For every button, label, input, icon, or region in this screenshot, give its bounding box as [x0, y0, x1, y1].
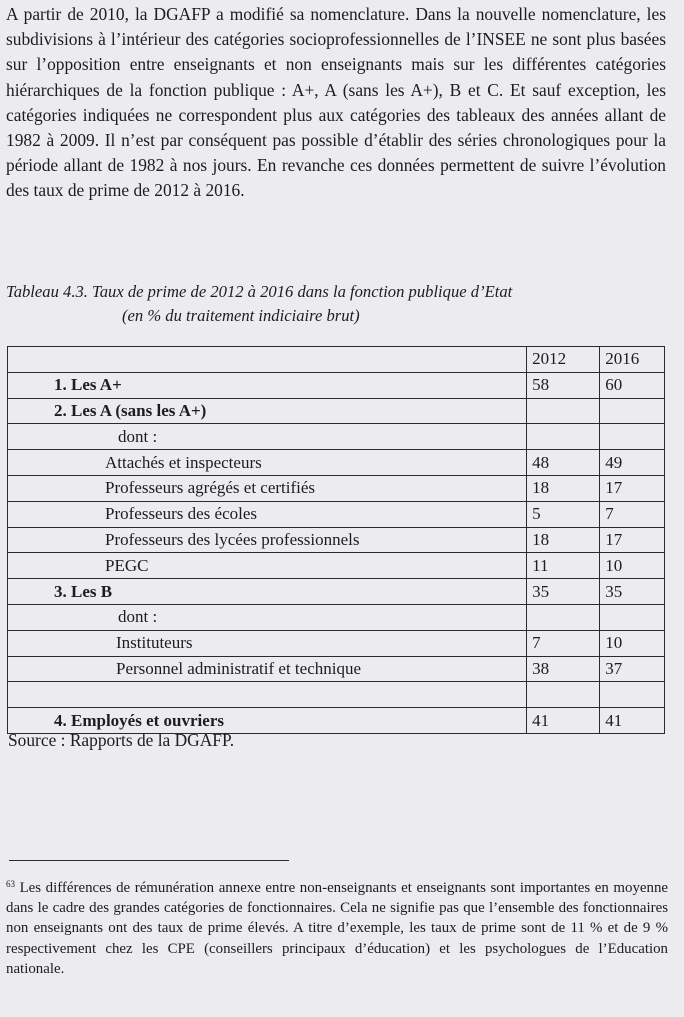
value-2016 [600, 682, 665, 708]
table-row [8, 450, 665, 476]
intro-paragraph: A partir de 2010, la DGAFP a modifié sa nomenclature. Dans la nouvelle nomenclature, les subdivisions à l’intérieur des catégories socioprofessionnelles de l’INSEE ne sont plus basées sur l’opposition entre enseignants et non enseignants mais sur les différentes catégories hiérarchiques de la fonction publique : A+, A (sans les A+), B et C. Et sauf exception, les catégories indiquées ne correspondent plus aux catégories des tableaux des années allant de 1982 à 2009. Il n’est par conséquent pas possible d’établir des séries chronologiques pour la période allant de 1982 à nos jours. En revanche ces données permettent de suivre l’évolution des taux de prime de 2012 à 2016. [6, 4, 666, 201]
row-label: Professeurs des lycées professionnels [8, 527, 527, 553]
column-header-2012: 2012 [527, 347, 600, 373]
value-2012: 35 [527, 579, 600, 605]
table-row [8, 553, 665, 579]
value-2012: 5 [527, 501, 600, 527]
table-row [8, 604, 665, 630]
value-2012 [527, 604, 600, 630]
row-label: Attachés et inspecteurs [8, 450, 527, 476]
footnote-text: Les différences de rémunération annexe entre non-enseignants et enseignants sont importantes en moyenne dans le cadre des grandes catégories de fonctionnaires. Cela ne signifie pas que l’ensemble des fonctionnaires non enseignants ont des taux de prime élevés. A titre d’exemple, les taux de prime sont de 11 % et de 9 % respectivement chez les CPE (conseillers principaux d’éducation) et les psychologues de l’Education nationale. [6, 880, 668, 977]
value-2012 [527, 682, 600, 708]
table-caption-unit: (en % du traitement indiciaire brut) [122, 306, 360, 325]
row-label: Professeurs des écoles [8, 501, 527, 527]
value-2012: 18 [527, 527, 600, 553]
value-2012 [527, 398, 600, 424]
value-2016: 7 [600, 501, 665, 527]
table-row-spacer [8, 682, 665, 708]
table-row [8, 424, 665, 450]
table-source: Source : Rapports de la DGAFP. [8, 730, 235, 750]
table-caption-title: Tableau 4.3. Taux de prime de 2012 à 2016 dans la fonction publique d’Etat [6, 282, 513, 301]
footnote-divider [9, 860, 289, 861]
row-label: Instituteurs [8, 630, 527, 656]
value-2016: 49 [600, 450, 665, 476]
value-2016: 10 [600, 553, 665, 579]
table-header-row [8, 347, 665, 373]
row-label: Professeurs agrégés et certifiés [8, 475, 527, 501]
value-2016 [600, 398, 665, 424]
table-row [8, 475, 665, 501]
value-2016 [600, 424, 665, 450]
row-label: dont : [8, 424, 527, 450]
row-label: Personnel administratif et technique [8, 656, 527, 682]
table-row [8, 656, 665, 682]
table-header-label [8, 347, 527, 373]
value-2016: 60 [600, 372, 665, 398]
value-2012: 11 [527, 553, 600, 579]
value-2016: 35 [600, 579, 665, 605]
row-label: dont : [8, 604, 527, 630]
value-2012: 48 [527, 450, 600, 476]
row-label: 4. Employés et ouvriers [8, 708, 527, 734]
value-2016: 37 [600, 656, 665, 682]
value-2012 [527, 424, 600, 450]
footnote [6, 874, 668, 979]
table-row [8, 501, 665, 527]
value-2012: 18 [527, 475, 600, 501]
value-2012: 7 [527, 630, 600, 656]
table-row [8, 372, 665, 398]
value-2012: 38 [527, 656, 600, 682]
value-2016: 17 [600, 475, 665, 501]
row-label: 3. Les B [8, 579, 527, 605]
bonus-rate-table [7, 346, 665, 734]
column-header-2016: 2016 [600, 347, 665, 373]
value-2016 [600, 604, 665, 630]
value-2016: 41 [600, 708, 665, 734]
value-2012: 58 [527, 372, 600, 398]
table-row [8, 398, 665, 424]
row-label: 1. Les A+ [8, 372, 527, 398]
table-row [8, 630, 665, 656]
value-2016: 10 [600, 630, 665, 656]
row-label: 2. Les A (sans les A+) [8, 398, 527, 424]
footnote-marker: 63 [6, 879, 15, 889]
table-row [8, 527, 665, 553]
table-caption [6, 280, 678, 328]
value-2012: 41 [527, 708, 600, 734]
table-row [8, 579, 665, 605]
value-2016: 17 [600, 527, 665, 553]
row-label: PEGC [8, 553, 527, 579]
row-label [8, 682, 527, 708]
